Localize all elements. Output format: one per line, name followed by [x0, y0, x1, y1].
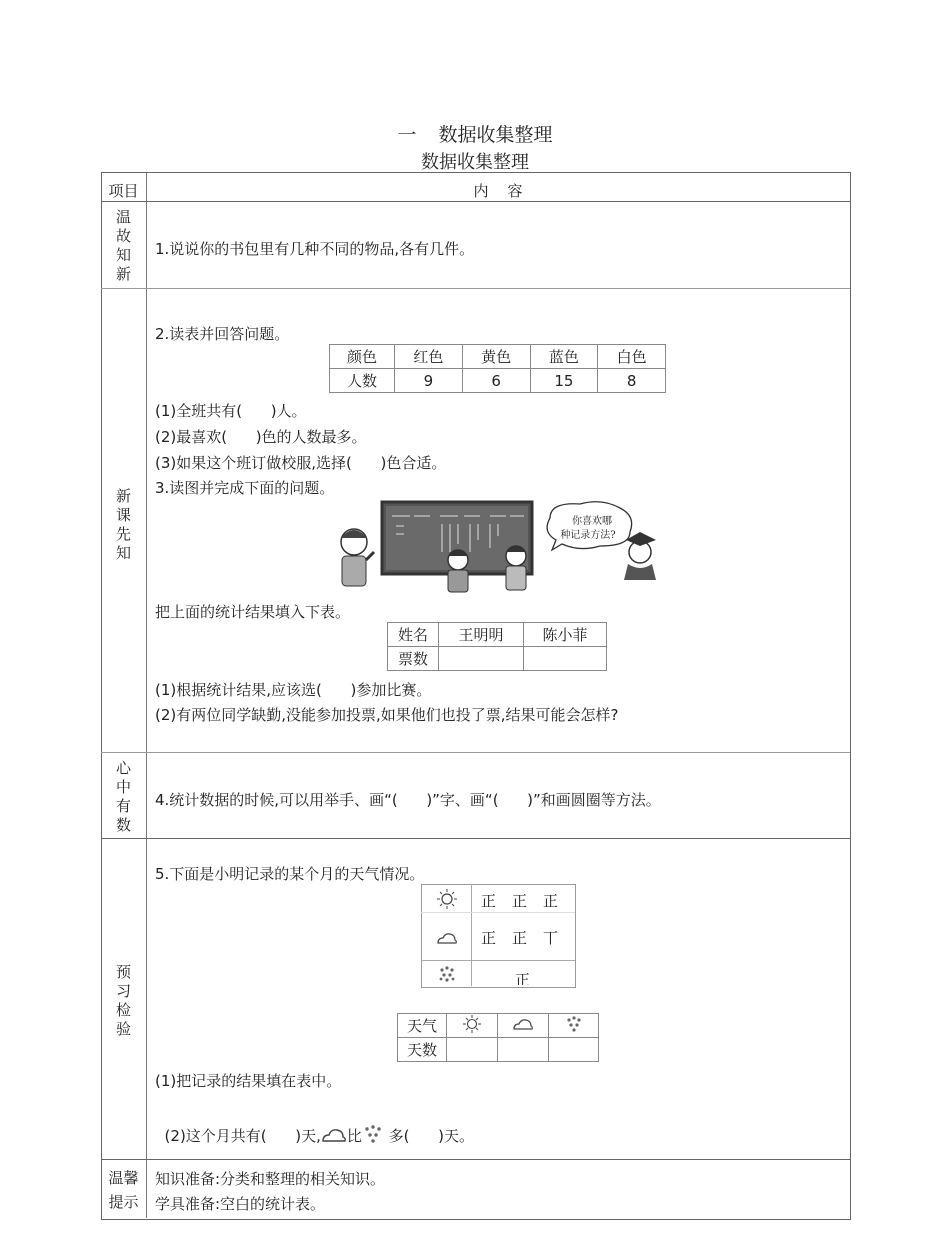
- question-3-sub2: (2)有两位同学缺勤,没能参加投票,如果他们也投了票,结果可能会怎样?: [155, 706, 619, 724]
- question-3-prompt: 3.读图并完成下面的问题。: [155, 479, 335, 497]
- tip-knowledge: 知识准备:分类和整理的相关知识。: [155, 1170, 386, 1188]
- snow-icon: [362, 1124, 384, 1144]
- cloudy-icon: [436, 931, 458, 945]
- section-label-wengu: 温故知新: [115, 208, 131, 283]
- sunny-icon: [463, 1015, 481, 1033]
- table-header-votes: 票数: [388, 647, 439, 671]
- answer-cell[interactable]: [498, 1038, 549, 1062]
- question-3-sub1: (1)根据统计结果,应该选( )参加比赛。: [155, 681, 432, 699]
- answer-cell[interactable]: [439, 647, 524, 671]
- column-divider: [146, 172, 147, 1218]
- question-5-prompt: 5.下面是小明记录的某个月的天气情况。: [155, 865, 425, 883]
- page-subtitle: 数据收集整理: [421, 152, 529, 173]
- row-divider: [101, 288, 850, 289]
- chapter-number: 一: [397, 124, 417, 146]
- table-cell: 蓝色: [530, 345, 598, 369]
- row-divider: [101, 201, 850, 202]
- page-title: [0, 120, 950, 147]
- weather-table: [397, 1013, 599, 1062]
- bubble-text-2: 种记录方法?: [560, 530, 616, 541]
- table-header-chen: 陈小菲: [524, 623, 607, 647]
- chapter-title: 数据收集整理: [438, 124, 553, 146]
- header-content: 内 容: [473, 182, 523, 200]
- table-cell: 9: [395, 369, 463, 393]
- tally-cloudy: 正 正 丅: [481, 929, 559, 947]
- speech-bubble: [547, 502, 632, 550]
- tip-tools: 学具准备:空白的统计表。: [155, 1195, 326, 1213]
- table-cell: 15: [530, 369, 598, 393]
- table-cell: 白色: [598, 345, 666, 369]
- table-header-name: 姓名: [388, 623, 439, 647]
- answer-cell[interactable]: [447, 1038, 498, 1062]
- answer-cell[interactable]: [524, 647, 607, 671]
- row-divider: [101, 1159, 850, 1160]
- table-header-days: 天数: [398, 1038, 447, 1062]
- sunny-icon: [437, 889, 457, 909]
- table-header-wang: 王明明: [439, 623, 524, 647]
- answer-cell[interactable]: [549, 1038, 599, 1062]
- section-label-xinke: 新课先知: [115, 487, 131, 562]
- question-2-sub2: (2)最喜欢( )色的人数最多。: [155, 428, 367, 446]
- tally-sunny: 正 正 正: [481, 892, 559, 910]
- section-label-wenxin: 温馨 提示: [108, 1169, 139, 1211]
- snow-icon: [437, 965, 457, 983]
- question-2-sub1: (1)全班共有( )人。: [155, 402, 307, 420]
- sunny-cell: [447, 1014, 498, 1038]
- tally-snow: 正: [514, 971, 530, 985]
- cloudy-cell: [498, 1014, 549, 1038]
- question-2-prompt: 2.读表并回答问题。: [155, 325, 290, 343]
- teacher: [624, 532, 656, 580]
- question-3-fill: 把上面的统计结果填入下表。: [155, 603, 351, 621]
- table-header-weather: 天气: [398, 1014, 447, 1038]
- bubble-text-1: 你喜欢哪: [572, 516, 612, 527]
- question-2-sub3: (3)如果这个班订做校服,选择( )色合适。: [155, 454, 447, 472]
- table-cell: 红色: [395, 345, 463, 369]
- table-header-color: 颜色: [330, 345, 395, 369]
- student-left: [341, 529, 374, 586]
- question-4: 4.统计数据的时候,可以用举手、画“( )”字、画“( )”和画圆圈等方法。: [155, 791, 661, 809]
- snow-icon: [564, 1015, 584, 1033]
- row-divider: [101, 752, 850, 753]
- table-cell: 6: [462, 369, 530, 393]
- color-count-table: [329, 344, 666, 393]
- question-5-sub1: (1)把记录的结果填在表中。: [155, 1072, 342, 1090]
- table-header-count: 人数: [330, 369, 395, 393]
- question-1: 1.说说你的书包里有几种不同的物品,各有几件。: [155, 240, 475, 258]
- classroom-illustration: [330, 496, 670, 596]
- row-divider: [101, 838, 850, 839]
- section-label-xinzhong: 心中有数: [115, 759, 131, 834]
- question-5-sub2: (2)这个月共有( )天, 比 多( )天。: [155, 1106, 474, 1146]
- table-cell: 黄色: [462, 345, 530, 369]
- snow-cell: [549, 1014, 599, 1038]
- vote-table: [387, 622, 607, 671]
- header-item: 项目: [108, 182, 139, 200]
- table-cell: 8: [598, 369, 666, 393]
- cloudy-icon: [512, 1017, 534, 1031]
- section-label-yuxi: 预习检验: [115, 963, 131, 1038]
- cloudy-icon: [321, 1127, 347, 1143]
